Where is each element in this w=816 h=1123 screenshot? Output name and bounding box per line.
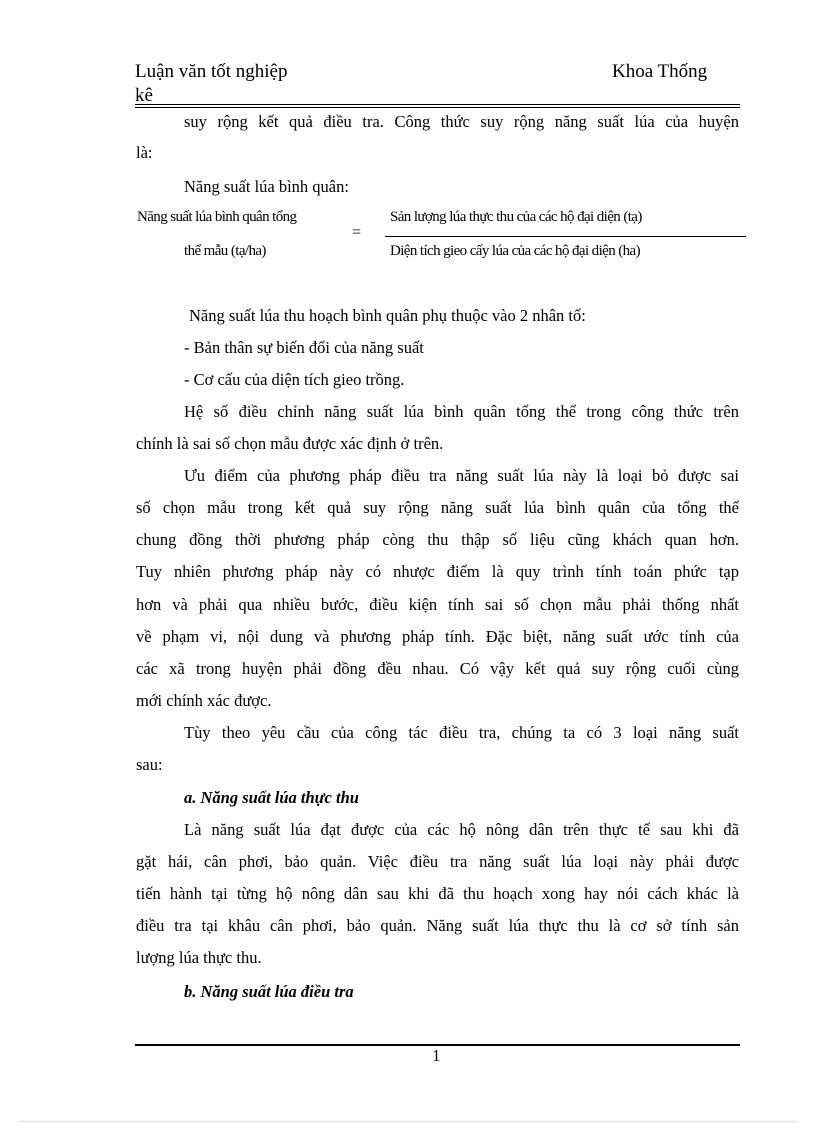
paragraph-line: là: [136,143,153,162]
header-rule-top [135,104,740,105]
paragraph-line: hơn và phải qua nhiều bước, điều kiện tính sai số chọn mẫu phải thống nhất [136,595,739,614]
section-heading-b: b. Năng suất lúa điều tra [184,982,354,1001]
paragraph-line: về phạm vi, nội dung và phương pháp tính. Đặc biệt, năng suất ước tính của [136,627,739,646]
paragraph-line: Hệ số điều chỉnh năng suất lúa bình quân tổng thể trong công thức trên [184,402,739,421]
formula-lhs-line1: Năng suất lúa bình quân tổng [137,209,297,225]
paragraph-line: Tùy theo yêu cầu của công tác điều tra, chúng ta có 3 loại năng suất [184,723,739,742]
formula-equals-sign: = [352,224,362,241]
list-item: - Bản thân sự biến đổi của năng suất [184,338,424,357]
paragraph-line: mới chính xác được. [136,691,272,710]
formula-numerator: Sản lượng lúa thực thu của các hộ đại diện (tạ) [390,209,642,225]
paragraph-line: sau: [136,755,163,774]
header-faculty: Khoa Thống [612,61,708,82]
formula-denominator: Diện tích gieo cấy lúa của các hộ đại diện (ha) [390,243,641,259]
paragraph-line: Năng suất lúa thu hoạch bình quân phụ thuộc vào 2 nhân tố: [189,306,586,325]
paragraph-line: Ưu điểm của phương pháp điều tra năng suất lúa này là loại bỏ được sai [184,466,739,485]
paragraph-line: các xã trong huyện phải đồng đều nhau. Có vậy kết quả suy rộng cuối cùng [136,659,739,678]
header-rule-bottom [135,107,740,108]
paragraph-line: Là năng suất lúa đạt được của các hộ nông dân trên thực tế sau khi đã [184,820,739,839]
paragraph-line: Năng suất lúa bình quân: [184,177,349,196]
paragraph-line: gặt hái, cân phơi, bảo quản. Việc điều tra năng suất lúa loại này phải được [136,852,739,871]
paragraph-line: điều tra tại khâu cân phơi, bảo quản. Năng suất lúa thực thu là cơ sở tính sản [136,916,739,935]
paragraph-line: lượng lúa thực thu. [136,948,262,967]
paragraph-line: Tuy nhiên phương pháp này có nhược điểm là quy trình tính toán phức tạp [136,562,739,581]
header-thesis-title: Luận văn tốt nghiệp [135,61,288,82]
header-faculty-continued: kê [135,85,153,106]
page-edge-divider [20,1121,796,1122]
paragraph-line: chính là sai số chọn mẫu được xác định ở trên. [136,434,444,453]
formula-lhs-line2: thể mẫu (tạ/ha) [184,243,266,259]
page-number: 1 [432,1046,441,1065]
list-item: - Cơ cấu của diện tích gieo trồng. [184,370,405,389]
paragraph-line: chung đồng thời phương pháp còng thu thập số liệu cũng khách quan hơn. [136,530,739,549]
section-heading-a: a. Năng suất lúa thực thu [184,788,359,807]
formula-fraction-bar [385,236,746,237]
paragraph-line: số chọn mẫu trong kết quả suy rộng năng suất lúa bình quân của tổng thể [136,498,739,517]
paragraph-line: suy rộng kết quả điều tra. Công thức suy rộng năng suất lúa của huyện [184,112,739,131]
paragraph-line: tiến hành tại từng hộ nông dân sau khi đã thu hoạch xong hay nói cách khác là [136,884,739,903]
